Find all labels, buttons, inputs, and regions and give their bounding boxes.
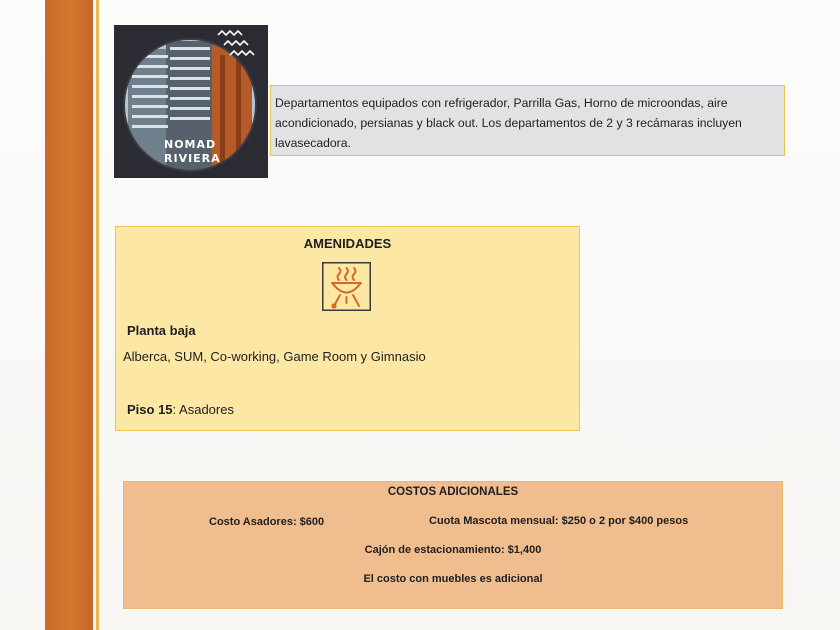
costs-title: COSTOS ADICIONALES (387, 486, 519, 498)
cost-muebles: El costo con muebles es adicional (363, 573, 543, 585)
planta-baja-items: Alberca, SUM, Co-working, Game Room y Gimnasio (123, 349, 426, 364)
additional-costs-section (123, 481, 783, 609)
logo-line-1: NOMAD (164, 138, 217, 151)
amenities-title: AMENIDADES (303, 236, 392, 251)
side-stripe (45, 0, 93, 630)
planta-baja-label: Planta baja (127, 323, 196, 338)
nomad-riviera-logo (114, 25, 268, 178)
piso-15-line (127, 402, 234, 417)
cost-mascota: Cuota Mascota mensual: $250 o 2 por $400 pesos (429, 515, 689, 527)
description-box (270, 85, 785, 156)
grill-icon (322, 262, 371, 311)
logo-line-2: RIVIERA (164, 152, 221, 165)
piso-15-value: : Asadores (172, 402, 234, 417)
logo-wordmark (164, 138, 221, 166)
side-accent-line (96, 0, 99, 630)
description-text: Departamentos equipados con refrigerador, Parrilla Gas, Horno de microondas, aire acondicionado, persianas y black out. Los departamentos de 2 y 3 recámaras incluyen lavasecadora. (275, 96, 742, 150)
piso-15-label: Piso 15 (127, 402, 173, 417)
cost-cajon: Cajón de estacionamiento: $1,400 (364, 544, 542, 556)
amenities-section (115, 226, 580, 431)
cost-asadores: Costo Asadores: $600 (209, 516, 325, 528)
